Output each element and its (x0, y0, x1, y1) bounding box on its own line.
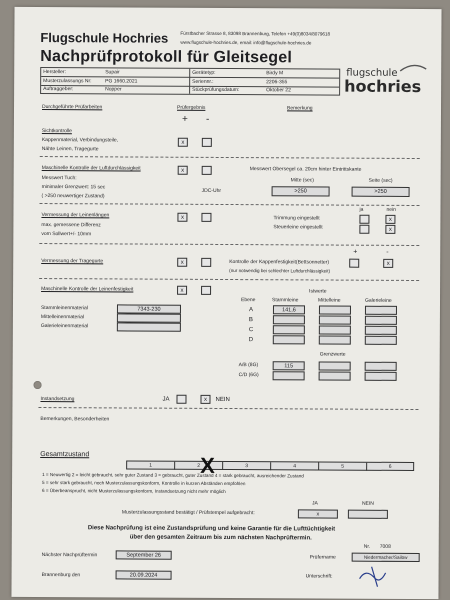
c-stamm-value[interactable] (273, 325, 305, 334)
mittelleine-header: Mittelleine (317, 297, 341, 304)
luft-minus-checkbox[interactable] (202, 166, 212, 175)
disclaimer-line1: Diese Nachprüfung ist eine Zustandsprüfung und keine Garantie für die Lufttüchtigkeit (87, 525, 336, 533)
instandsetzung-title: Instandsetzung (40, 396, 75, 403)
luft-line3: ( >250 neuwertiger Zustand) (41, 193, 105, 200)
stamm-value[interactable]: 7343-230 (117, 304, 181, 313)
steuer-ja-checkbox[interactable] (359, 225, 369, 234)
naechster-value[interactable]: September 26 (116, 550, 172, 559)
scale-2[interactable]: 2 (175, 462, 223, 470)
datum-value[interactable]: 20.09.2024 (116, 570, 172, 579)
mittel-label: Mittelleinenmaterial (40, 314, 85, 321)
ebene-b: B (248, 317, 253, 324)
kappe-plus-checkbox[interactable] (349, 259, 359, 268)
col-ergebnis: Prüfergebnis (177, 104, 206, 111)
scale-3[interactable]: 3 (223, 462, 271, 470)
luft-mitte-value[interactable]: >250 (272, 186, 330, 196)
ab-mittel-grenzwert[interactable] (319, 361, 351, 370)
ebene-d: D (248, 337, 254, 344)
leinen-minus-checkbox[interactable] (201, 213, 211, 222)
luft-title: Maschinelle Kontrolle der Luftdurchlässigkeit (41, 165, 141, 172)
scale-6[interactable]: 6 (388, 463, 392, 470)
logo-bottom-text: hochries (344, 76, 422, 97)
b-galerie-value[interactable] (365, 316, 397, 325)
grenzwerte-label: Grenzwerte (319, 351, 346, 358)
mittel-value[interactable] (117, 313, 181, 322)
unterschrift-label: Unterschrift: (305, 573, 333, 580)
stueckpruefung-label: Stückprüfungsdatum: (192, 86, 240, 94)
stammleine-header: Stammleine (271, 297, 299, 304)
cd-mittel-grenzwert[interactable] (319, 371, 351, 380)
ebene-a: A (248, 307, 253, 314)
d-mittel-value[interactable] (319, 335, 351, 344)
auftraggeber-label: Auftraggeber: (43, 86, 74, 93)
b-stamm-value[interactable] (273, 315, 305, 324)
leinen-line2: vom Sollwert+/- 10mm (41, 231, 92, 238)
leinen-line1: max. gemessene Differenz (41, 222, 101, 229)
tragegurte-title: Vermessung der Tragegurte (41, 258, 104, 265)
galerieleine-header: Galerieleine (364, 297, 392, 304)
scale-5[interactable]: 5 (319, 462, 367, 470)
logo-top-text: flugschule (346, 67, 398, 79)
leinen-ja: ja (359, 206, 364, 213)
trimm-label: Trimmung eingestellt (273, 215, 320, 222)
luft-line1: Messwert Tuch: (41, 175, 77, 182)
leinenfestigkeit-title: Maschinelle Kontrolle der Leinenfestigkeit (41, 286, 134, 293)
tragegurte-plus-checkbox[interactable]: x (177, 258, 187, 267)
disclaimer-line2: über den gesamten Zeitraum bis zum nächsten Nachprüftermin. (129, 534, 312, 542)
leinen-plus-checkbox[interactable]: x (177, 213, 187, 222)
a-galerie-value[interactable] (365, 306, 397, 315)
c-galerie-value[interactable] (365, 326, 397, 335)
muster-label: Musterzulassungsstand bestätigt / Prüfstempel aufgebracht: (121, 509, 255, 517)
ebene-label: Ebene (240, 297, 256, 304)
sichtkontrolle-line2: Nähte Leinen, Tragegurte (41, 146, 99, 153)
punch-hole (34, 381, 42, 389)
school-address: Fürstbacher Strasse 8, 83098 Brannenburg, Telefon +49(0)8034/8079618 (180, 30, 331, 37)
stamm-label: Stammleinenmaterial (40, 305, 88, 312)
ab-stamm-grenzwert[interactable]: 115 (273, 361, 305, 370)
instandsetzung-nein-label: NEIN (215, 396, 230, 404)
geraetetyp-value: Birdy M (266, 70, 284, 77)
luft-jdc: JDC-Uhr (201, 187, 222, 194)
instandsetzung-ja-checkbox[interactable] (176, 395, 186, 404)
gesamtzustand-title: Gesamtzustand (40, 451, 90, 459)
paraglider-icon (398, 63, 428, 73)
d-stamm-value[interactable] (273, 335, 305, 344)
school-name: Flugschule Hochries (40, 30, 169, 46)
page-title: Nachprüfprotokoll für Gleitsegel (40, 48, 293, 67)
muster-ja-label: JA (311, 500, 318, 507)
sichtkontrolle-title: Sichtkontrolle (41, 128, 72, 135)
luft-seite-value[interactable]: >250 (352, 187, 410, 197)
hersteller-value: Supair (105, 69, 120, 76)
condition-legend-1: 1 = Neuwertig 2 = leicht gebraucht, sehr guter Zustand 3 = gebraucht, guter Zustand 4 = stark gebraucht, ausreichender Zustand (42, 472, 304, 479)
luft-mitte-label: Mitte (sec) (290, 177, 315, 184)
musterzulassung-label: Musterzulassungs Nr: (43, 78, 92, 85)
ebene-c: C (248, 327, 254, 334)
kappe-minus-checkbox[interactable]: x (383, 259, 393, 268)
hersteller-label: Hersteller: (43, 69, 67, 76)
kappe-minus-header: - (386, 248, 389, 256)
stueckpruefung-value: Oktober 22 (266, 87, 291, 94)
nr-label: Nr. (363, 543, 371, 550)
luft-plus-checkbox[interactable]: x (178, 166, 188, 175)
cd-label: C/D (6G) (238, 372, 259, 379)
leinen-nein: nein (386, 206, 396, 213)
condition-scale (126, 460, 414, 471)
d-galerie-value[interactable] (365, 336, 397, 345)
ab-galerie-grenzwert[interactable] (365, 362, 397, 371)
pruefername-value[interactable]: Niedermacher/Sailow (352, 553, 420, 562)
seriennr-value: 2206-355 (266, 79, 288, 86)
signature (356, 565, 396, 587)
condition-legend-2: 5 = sehr stark gebraucht, noch Musterzulassungskonform, Kontrolle in kurzen Abständen empfohlen (42, 480, 246, 487)
galerie-label: Galerieleinenmaterial (40, 323, 89, 330)
musterzulassung-value: PG 1660.2021 (105, 78, 138, 85)
kappe-sub: (nur notwendig bei schlechter Luftdurchlässigkeit) (229, 268, 331, 274)
info-grid (40, 67, 340, 96)
sichtkontrolle-minus-checkbox[interactable] (202, 138, 212, 147)
ort-label: Brannenburg den (41, 572, 81, 579)
ab-label: A/B (8G) (238, 362, 259, 369)
istwerte-label: Istwerte (309, 288, 327, 295)
leinenfestigkeit-minus-checkbox[interactable] (201, 286, 211, 295)
luft-seite-label: Seite (sec) (368, 177, 393, 184)
condition-legend-3: 6 = Überbeansprucht, nicht Musterzulassungskonform, Instandsetzung nicht mehr möglich (42, 488, 226, 494)
school-web: www.flugschule-hochries.de, email: info@flugschule-hochries.de (180, 39, 312, 46)
tragegurte-minus-checkbox[interactable] (201, 258, 211, 267)
col-durchgefuehrt: Durchgeführte Prüfarbeiten (42, 104, 103, 111)
leinenfestigkeit-plus-checkbox[interactable]: x (177, 286, 187, 295)
instandsetzung-ja-label: JA (162, 396, 170, 403)
col-plus: + (181, 113, 188, 125)
cd-stamm-grenzwert[interactable] (273, 371, 305, 380)
seriennr-label: Seriennr.: (192, 78, 214, 85)
steuer-nein-checkbox[interactable]: x (385, 225, 395, 234)
nr-value: 7008 (379, 543, 391, 550)
col-bemerkung: Bemerkung (287, 105, 313, 112)
trimm-nein-checkbox[interactable]: x (385, 215, 395, 224)
trimm-ja-checkbox[interactable] (359, 215, 369, 224)
c-mittel-value[interactable] (319, 325, 351, 334)
steuer-label: Steuerleine eingestellt (273, 224, 323, 231)
sichtkontrolle-plus-checkbox[interactable]: x (178, 138, 188, 147)
sichtkontrolle-line1: Kappenmaterial, Verbindungsteile, (41, 137, 119, 144)
scale-4[interactable]: 4 (271, 462, 319, 470)
galerie-value[interactable] (117, 322, 181, 331)
a-mittel-value[interactable] (319, 305, 351, 314)
a-stamm-value[interactable]: 141,6 (273, 305, 305, 314)
col-minus: - (205, 113, 210, 125)
muster-nein-box[interactable] (348, 510, 388, 519)
luft-messwert-label: Messwert Obersegel ca. 20cm hinter Eintrittskante (249, 166, 362, 173)
auftraggeber-value: Nopper (105, 86, 122, 93)
muster-nein-label: NEIN (361, 500, 374, 507)
naechster-label: Nächster Nachprüftermin (41, 552, 98, 559)
school-logo (344, 63, 432, 101)
luft-line2: minimaler Grenzwert: 15 sec (41, 184, 106, 191)
leinen-title: Vermessung der Leinenlängen (41, 212, 110, 219)
protocol-sheet (11, 7, 441, 599)
pruefername-label: Prüfername (309, 554, 336, 561)
scale-1[interactable]: 1 (127, 461, 175, 469)
b-mittel-value[interactable] (319, 315, 351, 324)
bemerkungen-label: Bemerkungen, Besonderheiten (40, 416, 110, 423)
geraetetyp-label: Gerätetyp: (192, 69, 216, 76)
condition-selected-mark: X (200, 452, 215, 478)
muster-ja-box[interactable]: x (298, 509, 338, 518)
instandsetzung-nein-checkbox[interactable]: x (200, 395, 210, 404)
kappe-plus-header: + (353, 248, 358, 256)
kappe-label: Kontrolle der Kappenfestigkeit(Bettsonnetter) (229, 259, 330, 266)
cd-galerie-grenzwert[interactable] (365, 372, 397, 381)
